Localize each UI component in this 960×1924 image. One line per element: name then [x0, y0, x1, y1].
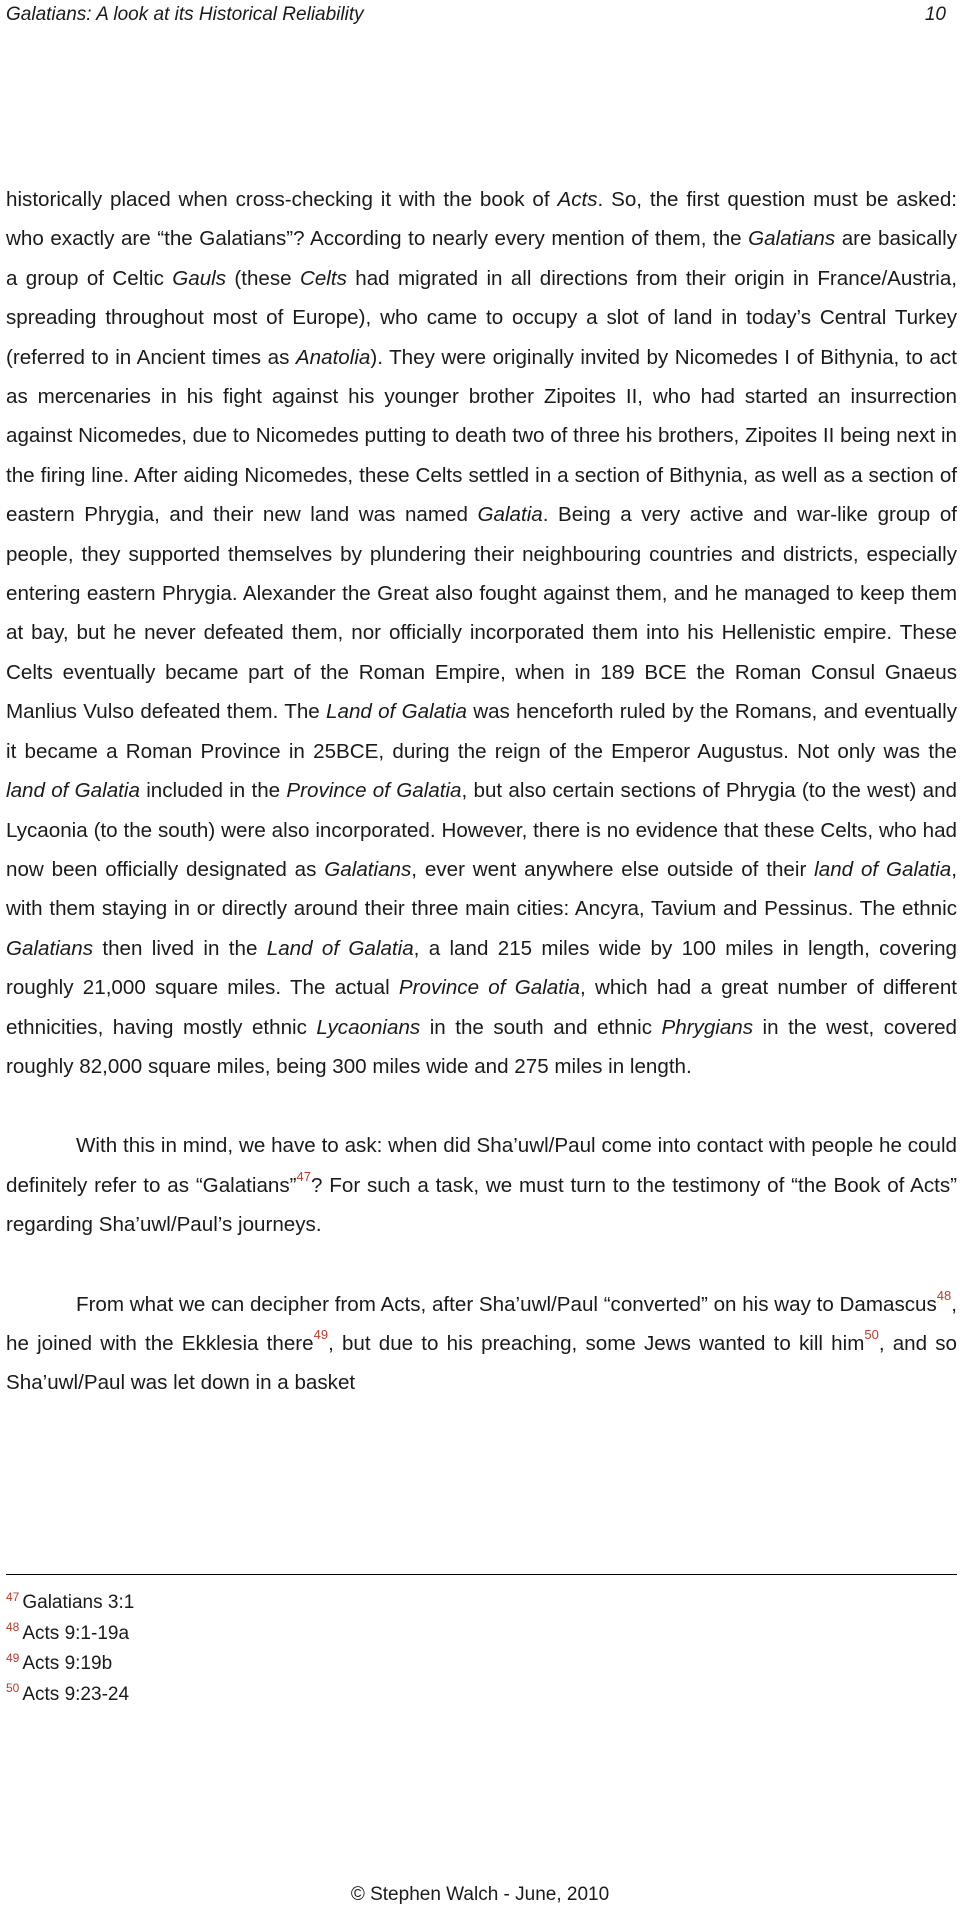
paragraph-2: [6, 1126, 957, 1244]
italic-term: Anatolia: [295, 345, 371, 369]
text-span: , but due to his preaching, some Jews wanted to kill him: [328, 1331, 865, 1355]
italic-term: land of Galatia: [814, 857, 952, 881]
text-span: in the west, covered roughly 82,000 square miles, being 300 miles wide and 275 miles in length.: [6, 1015, 957, 1078]
italic-term: Galatia: [477, 503, 543, 527]
paragraph-3: [6, 1285, 957, 1403]
text-span: in the south and ethnic: [420, 1015, 662, 1039]
italic-term: Gauls: [172, 266, 227, 290]
footnote-separator: [6, 1574, 957, 1575]
footnote-number: 48: [6, 1620, 20, 1635]
text-span: From what we can decipher from Acts, after Sha’uwl/Paul “converted” on his way to Damascus: [76, 1292, 937, 1316]
italic-term: Galatians: [748, 227, 836, 251]
footnote-47: [6, 1588, 134, 1619]
footnote-text: Acts 9:19b: [22, 1653, 113, 1674]
italic-term: Galatians: [6, 936, 94, 960]
footnote-text: Acts 9:23-24: [22, 1683, 130, 1705]
footnote-number: 50: [6, 1681, 20, 1696]
text-span: , he joined with the Ekklesia there: [6, 1292, 957, 1355]
footnote-48: [6, 1619, 134, 1650]
footnote-number: 49: [6, 1650, 20, 1665]
footnote-ref-48[interactable]: 48: [936, 1287, 952, 1303]
body-text: [6, 180, 957, 1403]
footnote-ref-49[interactable]: 49: [313, 1327, 329, 1343]
italic-term: Celts: [299, 266, 347, 290]
footnote-ref-50[interactable]: 50: [864, 1327, 879, 1343]
italic-term: Land of Galatia: [266, 936, 414, 960]
footnote-number: 47: [6, 1589, 20, 1604]
page-number: 10: [924, 4, 946, 25]
italic-term: Lycaonians: [316, 1015, 421, 1039]
text-span: historically placed when cross-checking it with the book of: [6, 188, 558, 211]
copyright-footer: © Stephen Walch - June, 2010: [350, 1884, 610, 1905]
text-span: . So, the first question must be asked: who exactly are “the Galatians”? According to nearly every mention of them, the: [6, 188, 957, 251]
text-span: (these: [226, 266, 300, 290]
text-span: , ever went anywhere else outside of their: [411, 857, 815, 881]
italic-term: Acts: [557, 188, 598, 211]
text-span: , which had a great number of different ethnicities, having mostly ethnic: [6, 976, 957, 1039]
text-span: ? For such a task, we must turn to the testimony of “the Book of Acts” regarding Sha’uwl/Paul’s journeys.: [6, 1173, 957, 1237]
footnote-50: [6, 1680, 134, 1711]
text-span: then lived in the: [93, 936, 267, 960]
text-span: , a land 215 miles wide by 100 miles in length, covering roughly 21,000 square miles. The actual: [6, 936, 958, 1000]
italic-term: Province of Galatia: [398, 976, 580, 1000]
text-span: , with them staying in or directly around their three main cities: Ancyra, Tavium and Pessinus. The ethnic: [6, 857, 957, 921]
document-title: Galatians: A look at its Historical Reliability: [6, 4, 364, 25]
paragraph-1: [6, 180, 957, 1086]
text-span: had migrated in all directions from their origin in France/Austria, spreading throughout most of Europe), who came to occupy a slot of land in today’s Central Turkey (referred to in Ancient times as: [6, 266, 957, 369]
italic-term: Galatians: [324, 857, 412, 881]
italic-term: Land of Galatia: [326, 700, 467, 724]
text-span: , but also certain sections of Phrygia (to the west) and Lycaonia (to the south) were also incorporated. However, there is no evidence that these Celts, who had now been officially designated as: [6, 779, 957, 881]
text-span: was henceforth ruled by the Romans, and eventually it became a Roman Province in 25BCE, during the reign of the Emperor Augustus. Not only was the: [6, 700, 957, 763]
footnote-49: [6, 1649, 134, 1680]
running-header: [6, 0, 946, 30]
text-span: included in the: [139, 779, 287, 803]
text-span: , and so Sha’uwl/Paul was let down in a basket: [6, 1331, 957, 1395]
text-span: are basically a group of Celtic: [6, 227, 958, 290]
text-span: ). They were originally invited by Nicomedes I of Bithynia, to act as mercenaries in his fight against his younger brother Zipoites II, who had started an insurrection against Nicomedes, due to Nicomedes putting to death two of three his brothers, Zipoites II being next in the firing line. After aiding Nicomedes, these Celts settled in a section of Bithynia, as well as a section of eastern Phrygia, and their new land was named: [6, 345, 957, 527]
text-span: With this in mind, we have to ask: when did Sha’uwl/Paul come into contact with people he could definitely refer to as “Galatians”: [6, 1134, 957, 1197]
footnote-ref-47[interactable]: 47: [296, 1168, 312, 1184]
text-span: . Being a very active and war-like group of people, they supported themselves by plundering their neighbouring countries and districts, especially entering eastern Phrygia. Alexander the Great also fought against them, and he managed to keep them at bay, but he never defeated them, nor officially incorporated them into his Hellenistic empire. These Celts eventually became part of the Roman Empire, when in 189 BCE the Roman Consul Gnaeus Manlius Vulso defeated them. The: [6, 503, 957, 724]
italic-term: Phrygians: [661, 1015, 754, 1039]
italic-term: Province of Galatia: [286, 779, 462, 803]
footnote-text: Galatians 3:1: [22, 1592, 135, 1613]
footnotes: [6, 1588, 134, 1710]
italic-term: land of Galatia: [6, 779, 140, 803]
footnote-text: Acts 9:1-19a: [22, 1622, 130, 1644]
